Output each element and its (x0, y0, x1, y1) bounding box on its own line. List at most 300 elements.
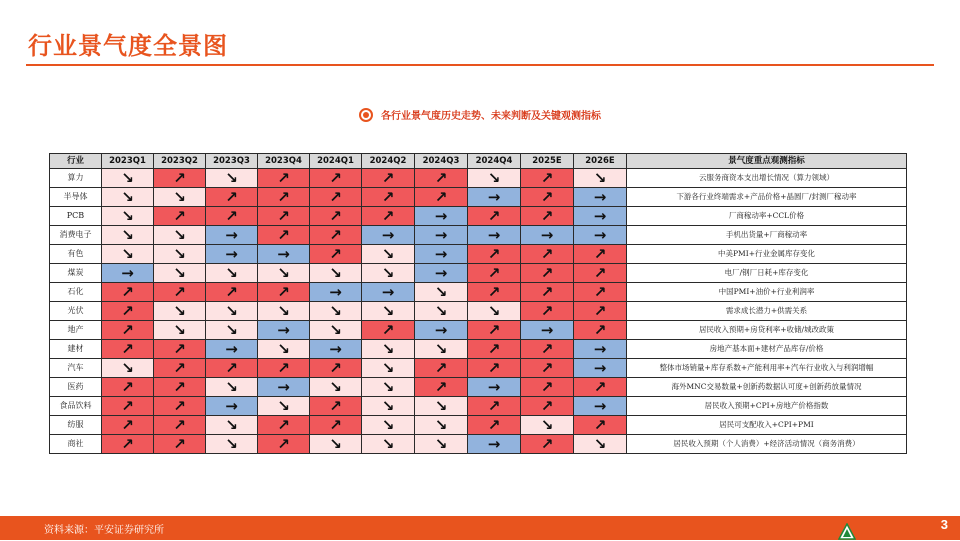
trend-cell (206, 397, 258, 416)
trend-cell (574, 321, 627, 340)
arrow-down-right-icon: ↘ (225, 321, 238, 339)
arrow-up-right-icon: ↗ (329, 359, 342, 377)
trend-cell (468, 340, 521, 359)
trend-cell (415, 321, 468, 340)
trend-cell (468, 188, 521, 207)
indicator-text: 中国PMI+油价+行业利润率 (627, 283, 907, 302)
arrow-up-right-icon: ↗ (593, 283, 607, 301)
trend-cell (521, 283, 574, 302)
arrow-up-right-icon: ↗ (173, 435, 186, 453)
arrow-up-right-icon: ↗ (540, 169, 554, 187)
arrow-up-right-icon: ↗ (277, 188, 290, 206)
trend-cell (258, 245, 310, 264)
arrow-up-right-icon: ↗ (277, 359, 290, 377)
arrow-up-right-icon: ↗ (487, 321, 501, 339)
arrow-up-right-icon: ↗ (277, 416, 290, 434)
trend-cell (258, 188, 310, 207)
trend-cell (206, 321, 258, 340)
arrow-up-right-icon: ↗ (121, 340, 134, 358)
table-row (50, 264, 907, 283)
arrow-right-icon: → (225, 245, 238, 263)
header-quarter: 2023Q2 (154, 154, 206, 169)
arrow-down-right-icon: ↘ (381, 397, 395, 415)
arrow-down-right-icon: ↘ (487, 169, 501, 187)
arrow-down-right-icon: ↘ (593, 169, 607, 187)
indicator-text: 居民收入预期+CPI+房地产价格指数 (627, 397, 907, 416)
arrow-up-right-icon: ↗ (434, 378, 448, 396)
trend-cell (521, 340, 574, 359)
trend-cell (102, 245, 154, 264)
arrow-right-icon: → (434, 207, 448, 225)
arrow-down-right-icon: ↘ (121, 359, 134, 377)
arrow-up-right-icon: ↗ (121, 378, 134, 396)
trend-cell (362, 188, 415, 207)
industry-name: 半导体 (50, 188, 102, 207)
trend-cell (574, 435, 627, 454)
industry-name: 有色 (50, 245, 102, 264)
arrow-up-right-icon: ↗ (121, 283, 134, 301)
trend-cell (468, 169, 521, 188)
arrow-down-right-icon: ↘ (381, 302, 395, 320)
arrow-right-icon: → (225, 226, 238, 244)
trend-cell (415, 283, 468, 302)
trend-cell (362, 435, 415, 454)
arrow-up-right-icon: ↗ (329, 188, 342, 206)
arrow-down-right-icon: ↘ (225, 416, 238, 434)
arrow-right-icon: → (434, 264, 448, 282)
arrow-right-icon: → (540, 226, 554, 244)
arrow-down-right-icon: ↘ (329, 302, 342, 320)
trend-cell (574, 169, 627, 188)
arrow-down-right-icon: ↘ (277, 397, 290, 415)
prosperity-table (49, 153, 907, 454)
industry-name: 石化 (50, 283, 102, 302)
arrow-down-right-icon: ↘ (277, 340, 290, 358)
arrow-up-right-icon: ↗ (540, 283, 554, 301)
header-quarter: 2023Q4 (258, 154, 310, 169)
trend-cell (258, 378, 310, 397)
arrow-right-icon: → (277, 378, 290, 396)
trend-cell (362, 283, 415, 302)
trend-cell (206, 169, 258, 188)
trend-cell (310, 245, 362, 264)
trend-cell (415, 340, 468, 359)
trend-cell (102, 169, 154, 188)
trend-cell (258, 435, 310, 454)
header-quarter: 2024Q4 (468, 154, 521, 169)
arrow-right-icon: → (381, 283, 395, 301)
arrow-up-right-icon: ↗ (173, 416, 186, 434)
arrow-right-icon: → (593, 340, 607, 358)
trend-cell (206, 359, 258, 378)
trend-cell (102, 207, 154, 226)
trend-cell (206, 302, 258, 321)
trend-cell (468, 397, 521, 416)
trend-cell (154, 188, 206, 207)
trend-cell (468, 207, 521, 226)
trend-cell (154, 226, 206, 245)
arrow-down-right-icon: ↘ (225, 378, 238, 396)
indicator-text: 厂商稼动率+CCL价格 (627, 207, 907, 226)
trend-cell (310, 302, 362, 321)
arrow-up-right-icon: ↗ (540, 302, 554, 320)
arrow-right-icon: → (277, 245, 290, 263)
trend-cell (362, 397, 415, 416)
table-row (50, 340, 907, 359)
trend-cell (574, 264, 627, 283)
trend-cell (415, 169, 468, 188)
indicator-text: 整体市场销量+库存系数+产能利用率+汽车行业收入与利润增幅 (627, 359, 907, 378)
trend-cell (102, 264, 154, 283)
arrow-right-icon: → (593, 397, 607, 415)
arrow-up-right-icon: ↗ (121, 397, 134, 415)
arrow-right-icon: → (225, 397, 238, 415)
arrow-right-icon: → (540, 321, 554, 339)
trend-cell (521, 321, 574, 340)
arrow-up-right-icon: ↗ (593, 378, 607, 396)
arrow-up-right-icon: ↗ (540, 359, 554, 377)
trend-cell (154, 378, 206, 397)
industry-name: 汽车 (50, 359, 102, 378)
trend-cell (310, 283, 362, 302)
arrow-down-right-icon: ↘ (540, 416, 554, 434)
trend-cell (415, 264, 468, 283)
trend-cell (521, 245, 574, 264)
arrow-down-right-icon: ↘ (381, 416, 395, 434)
trend-cell (154, 207, 206, 226)
indicator-text: 海外MNC交易数量+创新药数据认可度+创新药放量情况 (627, 378, 907, 397)
trend-cell (102, 397, 154, 416)
trend-cell (574, 397, 627, 416)
arrow-down-right-icon: ↘ (225, 302, 238, 320)
trend-cell (521, 302, 574, 321)
trend-cell (574, 207, 627, 226)
trend-cell (415, 207, 468, 226)
arrow-up-right-icon: ↗ (381, 207, 395, 225)
trend-cell (310, 397, 362, 416)
trend-cell (415, 378, 468, 397)
trend-cell (258, 302, 310, 321)
arrow-up-right-icon: ↗ (487, 416, 501, 434)
arrow-up-right-icon: ↗ (487, 340, 501, 358)
arrow-down-right-icon: ↘ (434, 416, 448, 434)
arrow-down-right-icon: ↘ (329, 378, 342, 396)
trend-cell (574, 416, 627, 435)
arrow-up-right-icon: ↗ (434, 188, 448, 206)
arrow-right-icon: → (225, 340, 238, 358)
arrow-down-right-icon: ↘ (173, 245, 186, 263)
arrow-up-right-icon: ↗ (540, 435, 554, 453)
arrow-down-right-icon: ↘ (381, 435, 395, 453)
table-row (50, 188, 907, 207)
arrow-up-right-icon: ↗ (487, 207, 501, 225)
trend-cell (206, 340, 258, 359)
arrow-up-right-icon: ↗ (173, 378, 186, 396)
industry-name: 建材 (50, 340, 102, 359)
arrow-up-right-icon: ↗ (277, 207, 290, 225)
arrow-up-right-icon: ↗ (225, 359, 238, 377)
trend-cell (521, 416, 574, 435)
trend-cell (206, 416, 258, 435)
trend-cell (468, 283, 521, 302)
trend-cell (362, 207, 415, 226)
arrow-up-right-icon: ↗ (173, 340, 186, 358)
trend-cell (468, 378, 521, 397)
arrow-down-right-icon: ↘ (381, 340, 395, 358)
arrow-down-right-icon: ↘ (329, 435, 342, 453)
page-title: 行业景气度全景图 (28, 31, 228, 60)
arrow-up-right-icon: ↗ (329, 226, 342, 244)
table-header-row (50, 154, 907, 169)
industry-name: 商社 (50, 435, 102, 454)
arrow-up-right-icon: ↗ (540, 245, 554, 263)
trend-cell (574, 302, 627, 321)
trend-cell (415, 416, 468, 435)
trend-cell (258, 283, 310, 302)
arrow-down-right-icon: ↘ (173, 302, 186, 320)
trend-cell (102, 416, 154, 435)
header-quarter: 2024Q3 (415, 154, 468, 169)
trend-cell (310, 435, 362, 454)
trend-cell (258, 264, 310, 283)
industry-name: 煤炭 (50, 264, 102, 283)
arrow-down-right-icon: ↘ (381, 245, 395, 263)
trend-cell (574, 340, 627, 359)
trend-cell (154, 340, 206, 359)
target-bullet-icon (359, 108, 373, 122)
trend-cell (154, 359, 206, 378)
arrow-down-right-icon: ↘ (277, 264, 290, 282)
arrow-down-right-icon: ↘ (225, 435, 238, 453)
table-row (50, 378, 907, 397)
arrow-right-icon: → (593, 226, 607, 244)
indicator-text: 房地产基本面+建材产品库存/价格 (627, 340, 907, 359)
table-row (50, 226, 907, 245)
industry-name: PCB (50, 207, 102, 226)
arrow-down-right-icon: ↘ (381, 378, 395, 396)
table-row (50, 245, 907, 264)
trend-cell (154, 283, 206, 302)
table-row (50, 169, 907, 188)
trend-cell (468, 359, 521, 378)
header-indicator: 景气度重点观测指标 (627, 154, 907, 169)
trend-cell (415, 435, 468, 454)
arrow-up-right-icon: ↗ (277, 283, 290, 301)
trend-cell (362, 359, 415, 378)
header-quarter: 2025E (521, 154, 574, 169)
header-quarter: 2023Q3 (206, 154, 258, 169)
arrow-right-icon: → (434, 321, 448, 339)
trend-cell (258, 340, 310, 359)
arrow-up-right-icon: ↗ (121, 321, 134, 339)
table-subtitle (0, 107, 960, 122)
trend-cell (468, 226, 521, 245)
arrow-right-icon: → (487, 226, 501, 244)
trend-cell (102, 302, 154, 321)
arrow-up-right-icon: ↗ (593, 321, 607, 339)
header-industry: 行业 (50, 154, 102, 169)
industry-name: 地产 (50, 321, 102, 340)
arrow-down-right-icon: ↘ (277, 302, 290, 320)
trend-cell (521, 169, 574, 188)
indicator-text: 云服务商资本支出增长情况（算力领域） (627, 169, 907, 188)
arrow-down-right-icon: ↘ (121, 207, 134, 225)
table-row (50, 397, 907, 416)
trend-cell (362, 378, 415, 397)
trend-cell (415, 245, 468, 264)
arrow-up-right-icon: ↗ (329, 416, 342, 434)
arrow-right-icon: → (593, 207, 607, 225)
arrow-up-right-icon: ↗ (434, 359, 448, 377)
trend-cell (102, 226, 154, 245)
trend-cell (362, 321, 415, 340)
trend-cell (154, 321, 206, 340)
arrow-up-right-icon: ↗ (593, 302, 607, 320)
trend-cell (154, 416, 206, 435)
trend-cell (258, 397, 310, 416)
arrow-up-right-icon: ↗ (434, 169, 448, 187)
trend-cell (206, 283, 258, 302)
indicator-text: 居民收入预期+房贷利率+收储/城改政策 (627, 321, 907, 340)
table-row (50, 283, 907, 302)
indicator-text: 中美PMI+行业金属库存变化 (627, 245, 907, 264)
trend-cell (258, 226, 310, 245)
trend-cell (206, 188, 258, 207)
trend-cell (102, 321, 154, 340)
trend-cell (521, 188, 574, 207)
trend-cell (206, 226, 258, 245)
trend-cell (362, 264, 415, 283)
indicator-text: 电厂/钢厂日耗+库存变化 (627, 264, 907, 283)
trend-cell (521, 397, 574, 416)
title-divider (26, 64, 934, 66)
industry-name: 光伏 (50, 302, 102, 321)
arrow-up-right-icon: ↗ (121, 416, 134, 434)
arrow-right-icon: → (329, 283, 342, 301)
trend-cell (415, 302, 468, 321)
trend-cell (574, 226, 627, 245)
trend-cell (206, 378, 258, 397)
header-quarter: 2023Q1 (102, 154, 154, 169)
trend-cell (258, 169, 310, 188)
arrow-right-icon: → (277, 321, 290, 339)
arrow-up-right-icon: ↗ (329, 207, 342, 225)
trend-cell (154, 169, 206, 188)
trend-cell (102, 188, 154, 207)
table-body (50, 169, 907, 454)
trend-cell (206, 435, 258, 454)
arrow-down-right-icon: ↘ (329, 321, 342, 339)
trend-cell (521, 359, 574, 378)
table-row (50, 435, 907, 454)
trend-cell (521, 226, 574, 245)
arrow-up-right-icon: ↗ (487, 264, 501, 282)
trend-cell (102, 283, 154, 302)
arrow-up-right-icon: ↗ (225, 283, 238, 301)
arrow-up-right-icon: ↗ (381, 188, 395, 206)
arrow-up-right-icon: ↗ (121, 302, 134, 320)
trend-cell (362, 416, 415, 435)
arrow-down-right-icon: ↘ (121, 169, 134, 187)
arrow-right-icon: → (593, 188, 607, 206)
arrow-down-right-icon: ↘ (173, 321, 186, 339)
arrow-right-icon: → (381, 226, 395, 244)
arrow-down-right-icon: ↘ (434, 397, 448, 415)
arrow-up-right-icon: ↗ (329, 397, 342, 415)
arrow-right-icon: → (593, 359, 607, 377)
trend-cell (154, 302, 206, 321)
trend-cell (310, 264, 362, 283)
arrow-up-right-icon: ↗ (173, 397, 186, 415)
table-row (50, 321, 907, 340)
trend-cell (574, 245, 627, 264)
trend-cell (521, 207, 574, 226)
trend-cell (468, 321, 521, 340)
arrow-up-right-icon: ↗ (173, 207, 186, 225)
arrow-up-right-icon: ↗ (487, 397, 501, 415)
trend-cell (415, 188, 468, 207)
header-quarter: 2026E (574, 154, 627, 169)
trend-cell (206, 207, 258, 226)
arrow-up-right-icon: ↗ (487, 245, 501, 263)
trend-cell (310, 340, 362, 359)
arrow-up-right-icon: ↗ (277, 435, 290, 453)
trend-cell (206, 264, 258, 283)
trend-cell (258, 359, 310, 378)
arrow-down-right-icon: ↘ (225, 169, 238, 187)
trend-cell (154, 245, 206, 264)
trend-cell (574, 378, 627, 397)
arrow-down-right-icon: ↘ (434, 283, 448, 301)
trend-cell (415, 397, 468, 416)
trend-cell (310, 226, 362, 245)
trend-cell (521, 378, 574, 397)
page-number: 3 (940, 517, 948, 532)
arrow-up-right-icon: ↗ (540, 397, 554, 415)
table-row (50, 302, 907, 321)
header-quarter: 2024Q2 (362, 154, 415, 169)
header-quarter: 2024Q1 (310, 154, 362, 169)
arrow-down-right-icon: ↘ (173, 226, 186, 244)
trend-cell (310, 378, 362, 397)
trend-cell (102, 359, 154, 378)
trend-cell (468, 264, 521, 283)
indicator-text: 居民收入预期（个人消费）+经济活动情况（商务消费） (627, 435, 907, 454)
arrow-up-right-icon: ↗ (593, 245, 607, 263)
trend-cell (362, 340, 415, 359)
indicator-text: 下游各行业终端需求+产品价格+晶圆厂/封测厂稼动率 (627, 188, 907, 207)
industry-name: 食品饮料 (50, 397, 102, 416)
arrow-down-right-icon: ↘ (121, 226, 134, 244)
arrow-right-icon: → (487, 188, 501, 206)
arrow-down-right-icon: ↘ (487, 302, 501, 320)
trend-cell (362, 302, 415, 321)
industry-name: 算力 (50, 169, 102, 188)
arrow-right-icon: → (487, 435, 501, 453)
trend-cell (310, 207, 362, 226)
arrow-right-icon: → (434, 245, 448, 263)
trend-cell (258, 321, 310, 340)
trend-cell (258, 416, 310, 435)
industry-name: 医药 (50, 378, 102, 397)
trend-cell (310, 416, 362, 435)
arrow-right-icon: → (434, 226, 448, 244)
arrow-up-right-icon: ↗ (593, 416, 607, 434)
arrow-up-right-icon: ↗ (329, 245, 342, 263)
arrow-down-right-icon: ↘ (381, 264, 395, 282)
arrow-up-right-icon: ↗ (277, 226, 290, 244)
table-row (50, 207, 907, 226)
